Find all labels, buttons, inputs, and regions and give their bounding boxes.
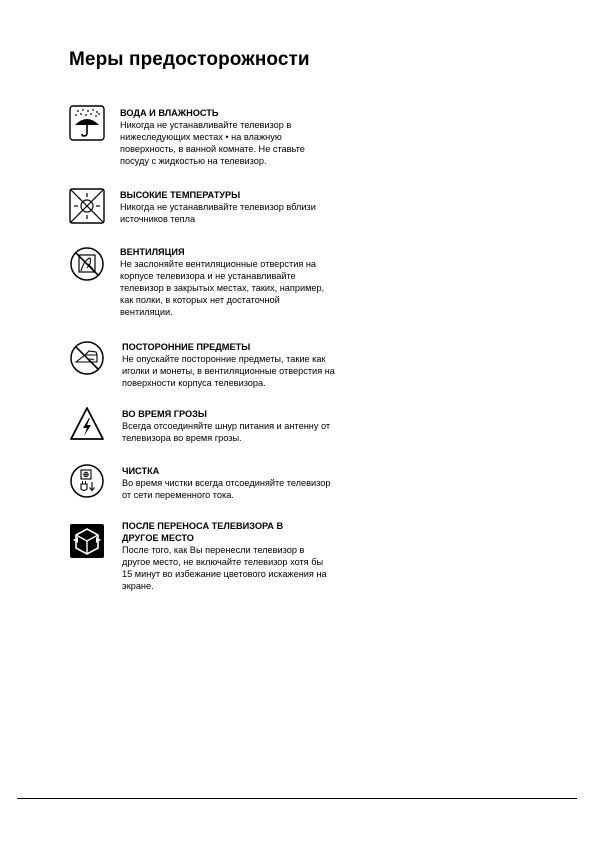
- section-text-line: телевизора во время грозы.: [122, 433, 242, 443]
- section-text-line: источников тепла: [120, 214, 196, 224]
- section-text-line: нижеследующих местах • на влажную: [120, 132, 282, 142]
- section-text-line: После того, как Вы перенесли телевизор в: [122, 545, 305, 555]
- sun-no-heat-icon: [69, 188, 105, 224]
- section-heading: ВОДА И ВЛАЖНОСТЬ: [120, 108, 219, 118]
- footer-divider: [17, 798, 577, 799]
- lightning-warning-icon: [69, 406, 105, 442]
- section-text-line: Никогда не устанавливайте телевизор вблизи: [120, 202, 316, 212]
- section-heading: ПОСЛЕ ПЕРЕНОСА ТЕЛЕВИЗОРА В: [122, 521, 284, 531]
- relocate-package-icon: [69, 523, 105, 559]
- section-text-line: Всегда отсоединяйте шнур питания и антенну от: [122, 421, 331, 431]
- section-text-line: телевизор в закрытых местах, таких, например,: [120, 283, 325, 293]
- no-blocked-ventilation-icon: [69, 246, 105, 282]
- section-text-line: Не заслоняйте вентиляционные отверстия на: [120, 259, 317, 269]
- section-heading: ПОСТОРОННИЕ ПРЕДМЕТЫ: [122, 342, 251, 352]
- section-text-line: другое место, не включайте телевизор хотя бы: [122, 557, 324, 567]
- section-heading: ВЕНТИЛЯЦИЯ: [120, 247, 185, 257]
- section-heading: ЧИСТКА: [122, 466, 160, 476]
- section-text-line: экране.: [122, 581, 154, 591]
- section-heading: ВО ВРЕМЯ ГРОЗЫ: [122, 409, 207, 419]
- umbrella-rain-icon: [69, 105, 105, 141]
- section-text-line: от сети переменного тока.: [122, 490, 234, 500]
- section-text-line: поверхность, в ванной комнате. Не ставьте: [120, 144, 305, 154]
- section-text-line: поверхности корпуса телевизора.: [122, 378, 266, 388]
- section-heading: ДРУГОЕ МЕСТО: [122, 533, 194, 543]
- unplug-cleaning-icon: [69, 463, 105, 499]
- section-text-line: Во время чистки всегда отсоединяйте телевизор: [122, 478, 331, 488]
- section-heading: ВЫСОКИЕ ТЕМПЕРАТУРЫ: [120, 190, 241, 200]
- section-text-line: как полки, в которых нет достаточной: [120, 295, 280, 305]
- section-text-line: корпусе телевизора и не устанавливайте: [120, 271, 296, 281]
- section-text-line: Не опускайте посторонние предметы, такие как: [122, 354, 326, 364]
- section-text-line: вентиляции.: [120, 307, 173, 317]
- section-text-line: иголки и монеты, в вентиляционные отверстия на: [122, 366, 335, 376]
- section-text-line: 15 минут во избежание цветового искажения на: [122, 569, 327, 579]
- no-foreign-objects-icon: [69, 340, 105, 376]
- section-text-line: Никогда не устанавливайте телевизор в: [120, 120, 292, 130]
- page-title: Меры предосторожности: [69, 49, 310, 70]
- section-text-line: посуду с жидкостью на телевизор.: [120, 156, 267, 166]
